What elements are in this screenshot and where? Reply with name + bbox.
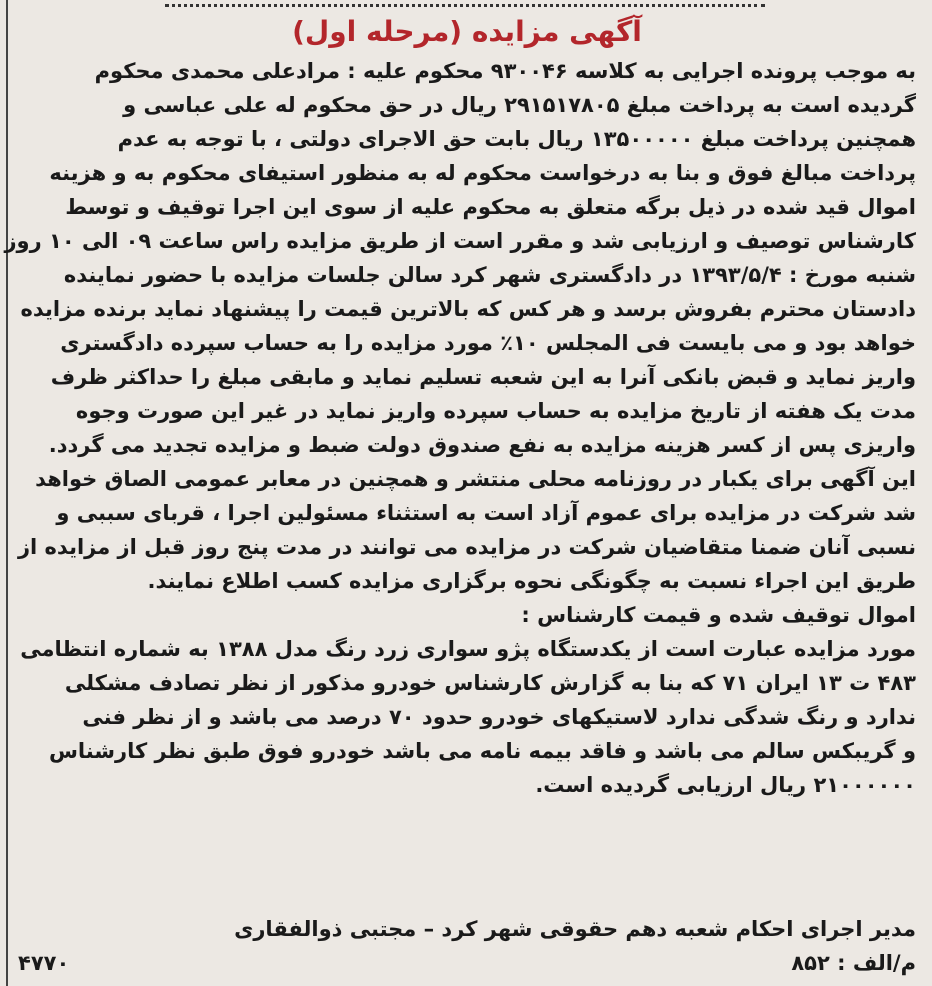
body-line: به موجب پرونده اجرایی به کلاسه ۹۳۰۰۴۶ محکوم علیه : مرادعلی محمدی محکوم — [94, 59, 916, 83]
body-line: اموال قید شده در ذیل برگه متعلق به محکوم علیه از سوی این اجرا توقیف و توسط — [65, 195, 916, 219]
body-line: مدت یک هفته از تاریخ مزایده به حساب سپرده واریز نماید در غیر این صورت وجوه — [75, 399, 916, 423]
body-line: واریز نماید و قبض بانکی آنرا به این شعبه تسلیم نماید و مابقی مبلغ را حداکثر ظرف — [50, 365, 916, 389]
body-line: پرداخت مبالغ فوق و بنا به درخواست محکوم له به منظور استیفای محکوم به و هزینه — [49, 161, 916, 185]
reference-code: م/الف : ۸۵۲ — [791, 951, 916, 975]
body-line: واریزی پس از کسر هزینه مزایده به نفع صندوق دولت ضبط و مزایده تجدید می گردد. — [48, 433, 916, 457]
body-line: طریق این اجراء نسبت به چگونگی نحوه برگزاری مزایده کسب اطلاع نمایند. — [147, 569, 916, 593]
body-line: خواهد بود و می بایست فی المجلس ۱۰٪ مورد مزایده را به حساب سپرده دادگستری — [60, 331, 916, 355]
assets-description — [14, 632, 920, 802]
assets-line: ندارد و رنگ شدگی ندارد لاستیکهای خودرو حدود ۷۰ درصد می باشد و از نظر فنی — [82, 705, 916, 729]
top-dotted-rule — [165, 4, 765, 7]
left-border-rule — [6, 0, 8, 986]
assets-line: ۲۱۰۰۰۰۰۰ ریال ارزیابی گردیده است. — [535, 773, 916, 797]
body-line: نسبی آنان ضمنا متقاضیان شرکت در مزایده می توانند در مدت پنج روز قبل از مزایده از — [17, 535, 916, 559]
body-line: این آگهی برای یکبار در روزنامه محلی منتشر و همچنین در معابر عمومی الصاق خواهد — [35, 467, 916, 491]
body-line: همچنین پرداخت مبلغ ۱۳۵۰۰۰۰۰ ریال بابت حق الاجرای دولتی ، با توجه به عدم — [117, 127, 916, 151]
assets-heading: اموال توقیف شده و قیمت کارشناس : — [521, 603, 916, 627]
notice-title: آگهی مزایده (مرحله اول) — [292, 15, 642, 48]
body-line: شنبه مورخ : ۱۳۹۳/۵/۴ در دادگستری شهر کرد سالن جلسات مزایده با حضور نماینده — [63, 263, 916, 287]
footer-codes — [18, 946, 916, 980]
body-line: گردیده است به پرداخت مبلغ ۲۹۱۵۱۷۸۰۵ ریال در حق محکوم له علی عباسی و — [123, 93, 916, 117]
notice-footer — [14, 912, 920, 980]
body-line: دادستان محترم بفروش برسد و هر کس که بالاترین قیمت را پیشنهاد نماید برنده مزایده — [20, 297, 916, 321]
auction-notice — [4, 10, 920, 982]
assets-line: و گریبکس سالم می باشد و فاقد بیمه نامه می باشد خودرو فوق طبق نظر کارشناس — [48, 739, 916, 763]
signature-line: مدیر اجرای احکام شعبه دهم حقوقی شهر کرد – مجتبی ذوالفقاری — [234, 917, 916, 941]
assets-line: مورد مزایده عبارت است از یکدستگاه پژو سواری زرد رنگ مدل ۱۳۸۸ به شماره انتظامی — [20, 637, 916, 661]
body-line: کارشناس توصیف و ارزیابی شد و مقرر است از طریق مزایده راس ساعت ۰۹ الی ۱۰ روز — [4, 229, 916, 253]
body-line: شد شرکت در مزایده برای عموم آزاد است به استثناء مسئولین اجرا ، قربای سببی و — [56, 501, 916, 525]
assets-line: ۴۸۳ ت ۱۳ ایران ۷۱ که بنا به گزارش کارشناس خودرو مذکور از نظر تصادف مشکلی — [64, 671, 916, 695]
notice-body — [4, 54, 920, 598]
ad-number: ۴۷۷۰ — [18, 951, 70, 975]
